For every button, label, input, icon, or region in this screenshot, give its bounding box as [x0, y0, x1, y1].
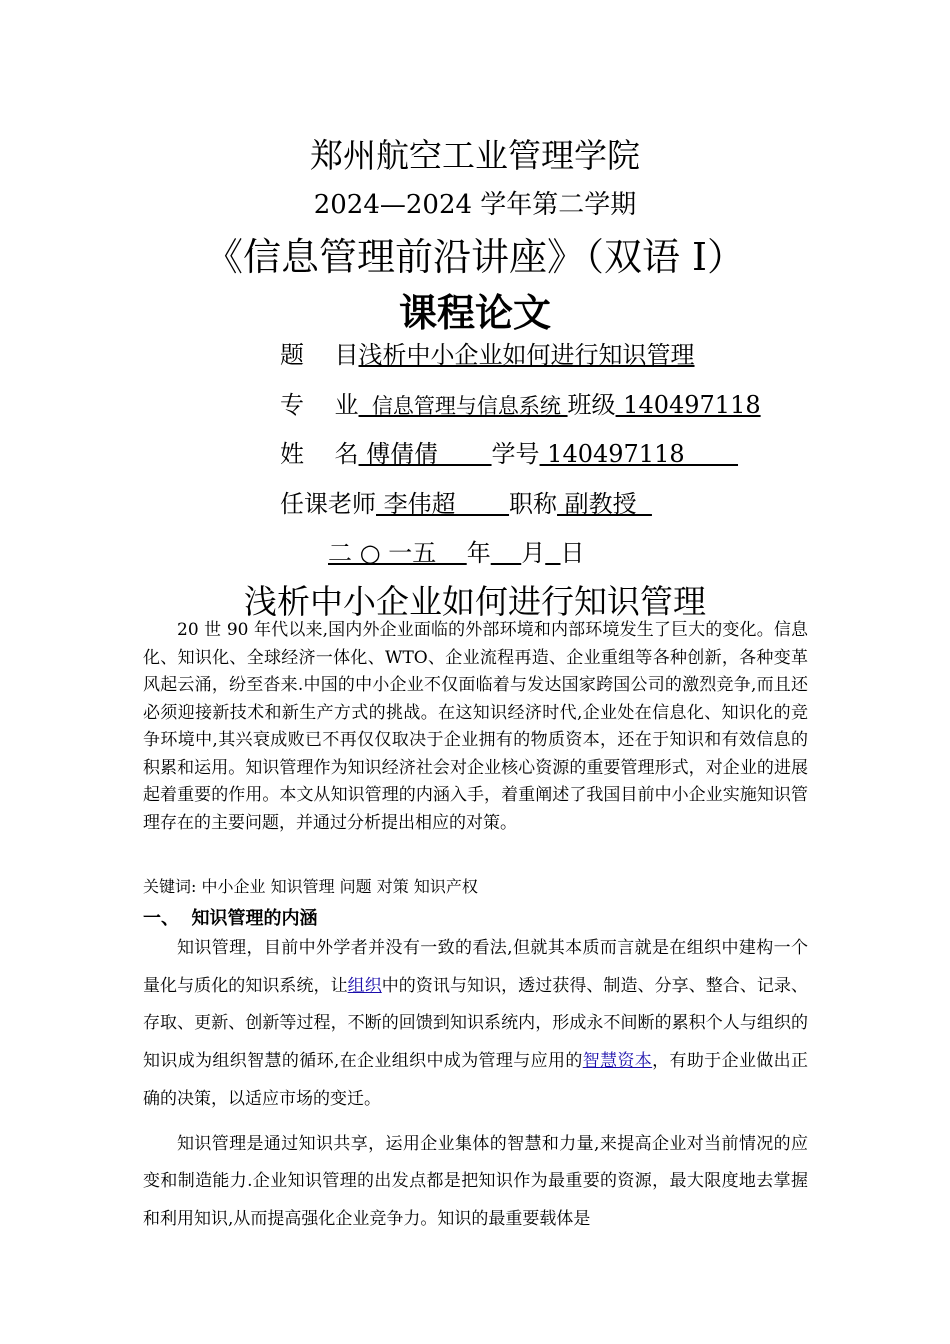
course-title: 《信息管理前沿讲座》（双语 I）	[204, 235, 746, 279]
name-value: 傅倩倩	[358, 440, 492, 468]
month-label: 月	[521, 539, 546, 567]
major-field	[280, 385, 761, 420]
rank-value: 副教授	[557, 490, 652, 518]
link-intellectual-capital[interactable]: 智慧资本	[582, 1051, 653, 1072]
date-line	[328, 533, 585, 568]
topic-field	[280, 335, 695, 370]
section-heading: 一、 知识管理的内涵	[143, 908, 318, 929]
academic-term: 2024—2024 学年第二学期	[313, 190, 637, 220]
year-label: 年	[466, 539, 491, 567]
teacher-label: 任课老师	[280, 490, 376, 518]
date-day-blank	[545, 539, 560, 567]
date-month-blank	[491, 539, 522, 567]
link-organization[interactable]: 组织	[347, 975, 382, 996]
paragraph-1-part-c: ，有助于企业做出正确的决策，以适应市场的变迁。	[143, 1051, 809, 1109]
keywords: 关键词: 中小企业 知识管理 问题 对策 知识产权	[143, 877, 478, 896]
topic-value: 浅析中小企业如何进行知识管理	[358, 341, 695, 369]
name-field	[280, 434, 738, 469]
document-kind: 课程论文	[398, 291, 551, 335]
body-text	[143, 930, 808, 1239]
body-paragraph-2: 知识管理是通过知识共享，运用企业集体的智慧和力量,来提高企业对当前情况的应变和制造能力.企业知识管理的出发点都是把知识作为最重要的资源，最大限度地去掌握和利用知识,从而提高强化企业竞争力。知识的最重要载体是	[143, 1133, 808, 1229]
class-value: 140497118	[615, 391, 761, 419]
abstract	[143, 617, 808, 837]
paper-title: 浅析中小企业如何进行知识管理	[244, 582, 706, 621]
class-label: 班级	[567, 391, 616, 419]
name-label: 姓 名	[280, 440, 359, 468]
date-year: 二 ○ 一五	[328, 539, 467, 567]
topic-label: 题 目	[280, 341, 359, 369]
major-value: 信息管理与信息系统	[358, 394, 568, 418]
major-label: 专 业	[280, 391, 359, 419]
body-paragraph-1	[143, 930, 808, 1119]
school-name: 郑州航空工业管理学院	[310, 136, 640, 175]
teacher-field	[280, 484, 652, 519]
teacher-value: 李伟超	[376, 490, 510, 518]
student-id-value: 140497118	[539, 440, 739, 468]
day-label: 日	[560, 539, 585, 567]
paragraph-1-part-a: 知识管理，目前中外学者并没有一致的看法,但就其本质而言就是在组织中建构一个量化与质化的知识系统，让	[143, 938, 808, 996]
abstract-paragraph: 20 世 90 年代以来,国内外企业面临的外部环境和内部环境发生了巨大的变化。信息化、知识化、全球经济一体化、WTO、企业流程再造、企业重组等各种创新，各种变革风起云涌，纷至沓来.中国的中小企业不仅面临着与发达国家跨国公司的激烈竞争,而且还必须迎接新技术和新生产方式的挑战。在这知识经济时代,企业处在信息化、知识化的竞争环境中,其兴衰成败已不再仅仅取决于企业拥有的物质资本，还在于知识和有效信息的积累和运用。知识管理作为知识经济社会对企业核心资源的重要管理形式，对企业的进展起着重要的作用。本文从知识管理的内涵入手，着重阐述了我国目前中小企业实施知识管理存在的主要问题，并通过分析提出相应的对策。	[143, 620, 808, 833]
paragraph-1-part-b: 中的资讯与知识，透过获得、制造、分享、整合、记录、存取、更新、创新等过程，不断的回馈到知识系统内，形成永不间断的累积个人与组织的知识成为组织智慧的循环,在企业组织中成为管理与应用的	[143, 975, 809, 1072]
student-id-label: 学号	[491, 440, 540, 468]
rank-label: 职称	[509, 490, 558, 518]
